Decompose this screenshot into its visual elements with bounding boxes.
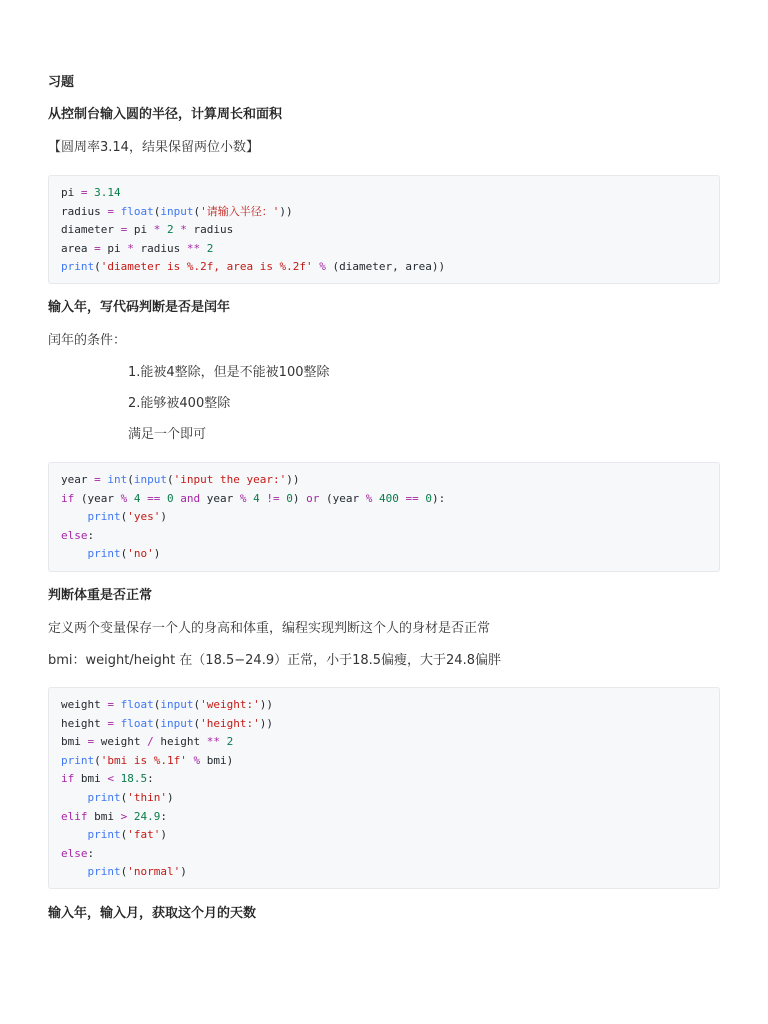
code-token: weight — [94, 735, 148, 749]
code-token — [61, 828, 88, 841]
code-token: pi — [100, 241, 128, 255]
code-token: 2 — [166, 223, 174, 237]
code-token: 'no' — [127, 547, 154, 561]
code-token: ) — [160, 828, 167, 842]
code-token: ) — [153, 547, 161, 561]
code-token: )) — [259, 716, 273, 730]
code-token: = — [120, 223, 128, 237]
code-token: 0 — [425, 491, 432, 505]
code-line — [61, 770, 707, 789]
code-token — [220, 735, 227, 748]
code-line — [61, 240, 707, 259]
code-token — [114, 205, 121, 218]
code-token: ( — [120, 510, 128, 524]
code-token: float — [120, 204, 154, 218]
code-token: = — [107, 716, 114, 730]
code-token: diameter — [61, 223, 121, 237]
code-token: ( — [153, 204, 161, 218]
code-token: = — [107, 204, 114, 218]
code-token: 4 — [253, 491, 260, 505]
code-token — [61, 865, 88, 878]
code-token: print — [87, 790, 121, 804]
code-line — [61, 752, 707, 771]
code-token: ) — [167, 790, 174, 804]
code-line — [61, 184, 707, 203]
code-token: 400 — [378, 491, 399, 505]
code-token: 0 — [166, 491, 174, 505]
code-token: ( — [120, 790, 128, 804]
code-token: input — [160, 204, 194, 218]
code-token — [114, 717, 121, 730]
code-token: * — [153, 223, 161, 237]
exercise-3-description: 定义两个变量保存一个人的身高和体重，编程实现判断这个人的身材是否正常 — [48, 621, 491, 636]
code-token: )) — [279, 204, 293, 218]
code-token: bmi — [61, 735, 88, 749]
code-token: % — [239, 491, 247, 505]
code-token: int — [107, 473, 128, 486]
code-token: 0 — [286, 491, 293, 505]
code-token: input — [160, 716, 194, 730]
code-line — [61, 733, 707, 752]
exercise-2-heading: 输入年，写代码判断是否是闰年 — [48, 300, 231, 315]
code-token: bmi — [87, 809, 121, 823]
code-token: year — [200, 491, 240, 505]
code-token: ( — [120, 865, 128, 879]
exercise-1-heading: 从控制台输入圆的半径，计算周长和面积 — [48, 107, 283, 122]
code-token: ( — [193, 716, 201, 730]
code-token: 'diameter is %.2f, area is %.2f' — [100, 260, 313, 274]
code-token: height — [153, 735, 207, 749]
code-token — [61, 547, 88, 560]
code-token: 3.14 — [94, 186, 121, 199]
code-token: : — [87, 846, 95, 860]
code-token: ( — [167, 473, 174, 486]
code-token: and — [180, 491, 201, 505]
code-token: 2 — [206, 241, 214, 255]
code-token: % — [193, 753, 201, 767]
page-title: 习题 — [48, 75, 75, 90]
code-token: if — [61, 491, 75, 505]
code-token: 'bmi is %.1f' — [100, 753, 187, 767]
code-token: / — [147, 735, 154, 749]
exercise-3-bmi-rule: bmi：weight/height 在（18.5−24.9）正常，小于18.5偏瘦，大于24.8偏胖 — [48, 653, 501, 668]
code-token: 2 — [226, 735, 234, 749]
code-token: float — [120, 716, 154, 730]
code-token: : — [87, 528, 95, 542]
code-token — [127, 492, 134, 505]
code-token: != — [266, 491, 280, 505]
code-token: ( — [127, 473, 134, 486]
code-token: bmi) — [200, 753, 234, 767]
code-token: float — [120, 698, 154, 711]
code-token: 'fat' — [127, 828, 161, 842]
code-token — [61, 510, 88, 523]
code-token: 'height:' — [200, 716, 260, 730]
code-token: height — [61, 716, 108, 730]
code-line — [61, 845, 707, 864]
code-token: if — [61, 772, 75, 786]
code-line — [61, 789, 707, 808]
code-token: else — [61, 528, 88, 542]
code-token: print — [87, 828, 121, 842]
code-line — [61, 203, 707, 222]
code-token: weight — [61, 698, 108, 711]
code-line — [61, 545, 707, 564]
code-token: ( — [153, 716, 161, 730]
code-token: (year — [74, 491, 121, 505]
code-token: elif — [61, 809, 88, 823]
code-token: 'normal' — [127, 865, 181, 879]
code-token: 18.5 — [120, 772, 148, 786]
code-token: ( — [120, 828, 128, 842]
code-token: 4 — [133, 491, 141, 505]
code-token: area — [61, 241, 95, 255]
leap-condition-2: 2.能够被400整除 — [128, 396, 231, 411]
exercise-4-heading: 输入年，输入月，获取这个月的天数 — [48, 906, 257, 921]
code-token: print — [61, 753, 95, 767]
code-token: print — [87, 865, 121, 879]
code-token: = — [94, 241, 101, 255]
code-line — [61, 715, 707, 734]
code-token: ( — [94, 753, 101, 767]
code-line — [61, 258, 707, 277]
code-token: < — [107, 772, 114, 786]
leap-condition-intro: 闰年的条件： — [48, 333, 127, 348]
code-token: input — [160, 698, 194, 711]
code-token: ) — [180, 865, 187, 879]
code-token: ) — [292, 491, 307, 505]
code-token: )) — [286, 473, 300, 486]
code-token: ) — [160, 510, 167, 524]
code-token: pi — [61, 186, 81, 199]
code-token: = — [107, 698, 114, 711]
code-token: 24.9 — [133, 809, 161, 823]
code-line — [61, 490, 707, 509]
code-token: 'input the year:' — [173, 473, 287, 486]
code-token: = — [94, 473, 101, 486]
code-token — [372, 492, 379, 505]
code-token: )) — [259, 698, 273, 711]
code-token — [61, 791, 88, 804]
code-token: or — [306, 491, 320, 505]
code-token: : — [160, 809, 167, 823]
code-token: : — [147, 772, 154, 786]
code-token: * — [180, 223, 187, 237]
code-block-bmi[interactable] — [48, 687, 720, 889]
code-line — [61, 826, 707, 845]
code-token: = — [87, 735, 95, 749]
code-block-circle[interactable] — [48, 175, 720, 284]
code-token: ): — [431, 491, 446, 505]
code-token: input — [133, 473, 167, 486]
leap-condition-3: 满足一个即可 — [128, 427, 207, 442]
code-token: print — [87, 510, 121, 524]
code-token: ( — [153, 698, 161, 711]
code-token: 'weight:' — [200, 698, 260, 711]
code-token — [114, 772, 121, 785]
code-token: ** — [206, 735, 220, 749]
code-token — [114, 698, 121, 711]
code-token: = — [80, 186, 88, 199]
code-token: year — [61, 473, 95, 486]
code-token: ( — [120, 547, 128, 561]
code-line — [61, 863, 707, 882]
code-token — [160, 492, 167, 505]
code-token: pi — [127, 223, 154, 237]
code-token: * — [127, 241, 134, 255]
code-line — [61, 696, 707, 715]
code-token: == — [147, 491, 161, 505]
code-token: (diameter, area)) — [325, 260, 446, 274]
code-token: bmi — [74, 772, 108, 786]
code-token: ** — [186, 241, 201, 255]
code-token: else — [61, 846, 88, 860]
code-line — [61, 527, 707, 546]
code-token — [127, 810, 134, 823]
exercise-1-note: 【圆周率3.14，结果保留两位小数】 — [48, 140, 259, 155]
code-token: print — [87, 547, 121, 561]
code-line — [61, 471, 707, 490]
code-token: % — [319, 260, 326, 274]
code-line — [61, 221, 707, 240]
code-token: % — [120, 491, 128, 505]
code-token — [200, 242, 207, 255]
code-token: == — [405, 491, 419, 505]
code-token: ( — [193, 204, 201, 218]
exercise-3-heading: 判断体重是否正常 — [48, 588, 153, 603]
code-token: radius — [186, 223, 234, 237]
code-line — [61, 508, 707, 527]
code-line — [61, 808, 707, 827]
code-token: 'yes' — [127, 510, 161, 524]
code-token: > — [120, 809, 128, 823]
code-token — [160, 223, 167, 236]
code-token: ( — [94, 260, 101, 274]
code-block-leap-year[interactable] — [48, 462, 720, 572]
code-token: (year — [319, 491, 366, 505]
code-token: 'thin' — [127, 790, 167, 804]
code-token: ( — [193, 698, 201, 711]
code-token: '请输入半径：' — [200, 204, 280, 218]
code-token: radius — [133, 241, 187, 255]
code-token: % — [365, 491, 373, 505]
code-token: radius — [61, 204, 108, 218]
leap-condition-1: 1.能被4整除，但是不能被100整除 — [128, 365, 330, 380]
code-token: print — [61, 260, 95, 274]
